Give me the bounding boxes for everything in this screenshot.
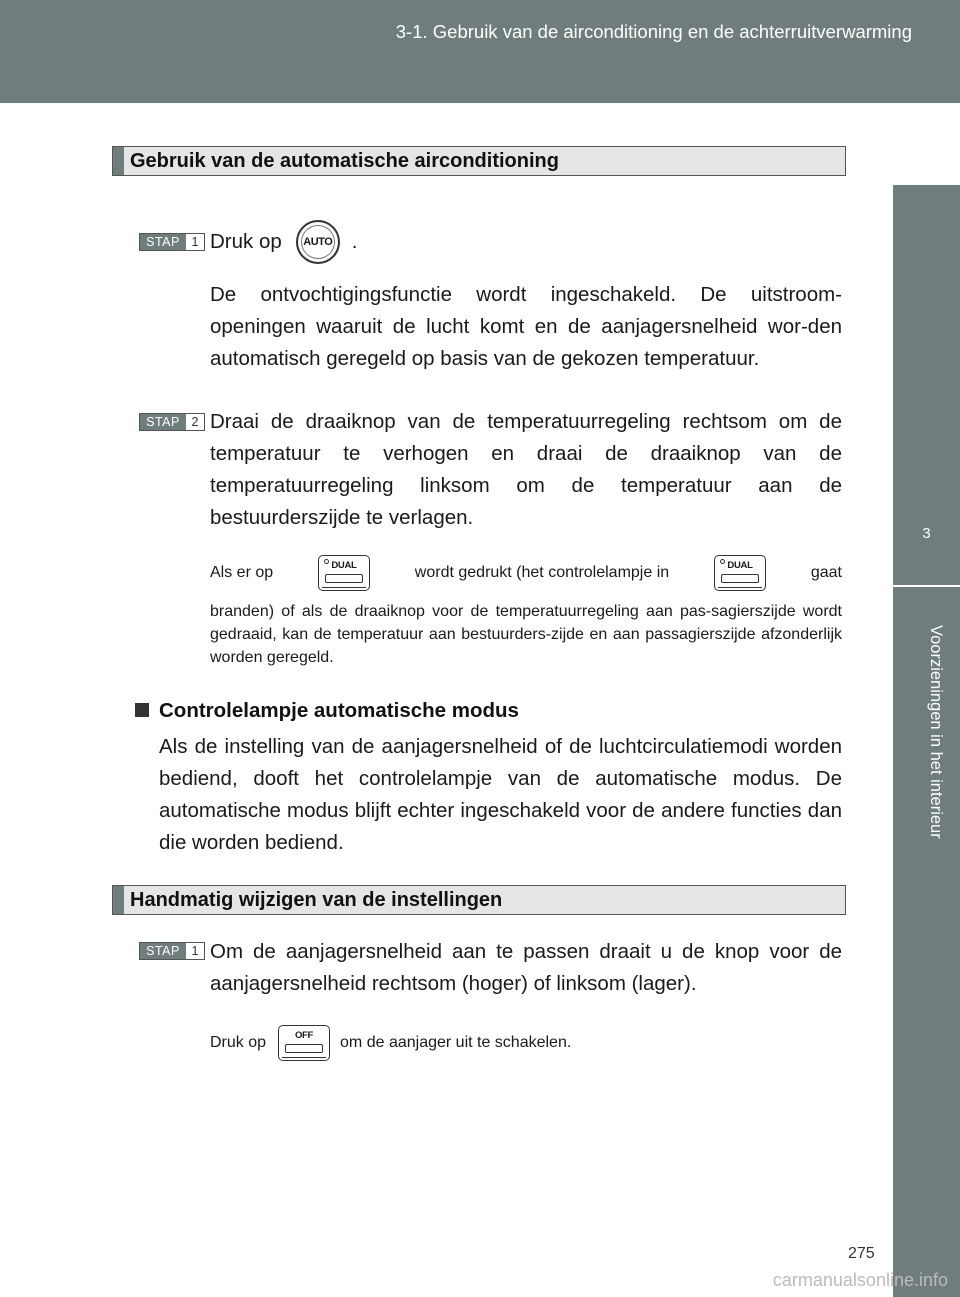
step-number: 1 [186, 943, 204, 959]
subsection-body: Als de instelling van de aanjagersnelheid of de luchtcirculatiemodi worden bediend, dooft het controlelampje van de automatische modus. De automatische modus blijft echter ingeschakeld voor de andere functies dan die worden bediend. [159, 735, 842, 854]
side-tab-label: Voorzieningen in het interieur [927, 625, 945, 839]
dual-button-icon [714, 555, 766, 591]
dual-note-line [210, 555, 842, 591]
step-word: STAP [140, 234, 186, 250]
dual-label: DUAL [331, 560, 357, 571]
side-tab [893, 185, 960, 1297]
off-note-before: Druk op [210, 1034, 267, 1051]
step-badge-1 [139, 942, 205, 960]
subsection-title: Controlelampje automatische modus [159, 699, 519, 722]
button-face [721, 574, 759, 583]
dual-button-icon [318, 555, 370, 591]
step1-instruction [210, 220, 357, 264]
step1-text-after: . [351, 230, 358, 253]
step1-text-before: Druk op [210, 230, 282, 253]
section-title: Gebruik van de automatische airconditioning [130, 150, 559, 172]
section-heading-manual [112, 885, 846, 915]
note-part1: Als er op [210, 564, 274, 581]
button-face [285, 1044, 323, 1053]
button-base [282, 1054, 326, 1058]
dual-label: DUAL [727, 560, 753, 571]
section-title: Handmatig wijzigen van de instellingen [130, 889, 503, 911]
side-tab-divider [893, 585, 960, 587]
note-part2: wordt gedrukt (het controlelampje in [414, 564, 670, 581]
off-note-after: om de aanjager uit te schakelen. [340, 1034, 572, 1051]
auto-button-icon: AUTO [296, 220, 340, 264]
step-word: STAP [140, 414, 186, 430]
step-badge-2 [139, 413, 205, 431]
chapter-title: 3-1. Gebruik van de airconditioning en de achterruitverwarming [395, 21, 912, 42]
step1-body: De ontvochtigingsfunctie wordt ingeschakeld. De uitstroom-openingen waaruit de lucht komt en de aanjagersnelheid wor-den automatisch geregeld op basis van de gekozen temperatuur. [210, 283, 842, 370]
chapter-number: 3 [922, 525, 931, 542]
step-badge-1 [139, 233, 205, 251]
section-accent [113, 886, 124, 914]
note-part3: gaat [810, 564, 842, 581]
button-face [325, 574, 363, 583]
step2-body: Draai de draaiknop van de temperatuurregeling rechtsom om de temperatuur te verhogen en draai de draaiknop van de temperatuurregeling linksom om de temperatuur aan de bestuurderszijde te verlagen. [210, 410, 842, 529]
subsection-heading [135, 699, 519, 723]
step-number: 2 [186, 414, 204, 430]
section-accent [113, 147, 124, 175]
manual-step1-body: Om de aanjagersnelheid aan te passen draait u de knop voor de aanjagersnelheid rechtsom (hoger) of linksom (lager). [210, 940, 842, 995]
page-number: 275 [848, 1245, 875, 1262]
square-bullet-icon [135, 703, 149, 717]
off-note [210, 1025, 571, 1061]
step-word: STAP [140, 943, 186, 959]
watermark: carmanualsonline.info [772, 1270, 948, 1290]
off-button-icon [278, 1025, 330, 1061]
step-number: 1 [186, 234, 204, 250]
button-base [718, 584, 762, 588]
header-band [0, 0, 960, 103]
dual-note-body: branden) of als de draaiknop voor de temperatuurregeling aan pas-sagierszijde wordt gedraaid, kan de temperatuur aan bestuurders-zijde en aan passagierszijde afzonderlijk worden geregeld. [210, 603, 842, 666]
button-base [322, 584, 366, 588]
section-heading-automatic [112, 146, 846, 176]
off-label: OFF [294, 1030, 314, 1041]
